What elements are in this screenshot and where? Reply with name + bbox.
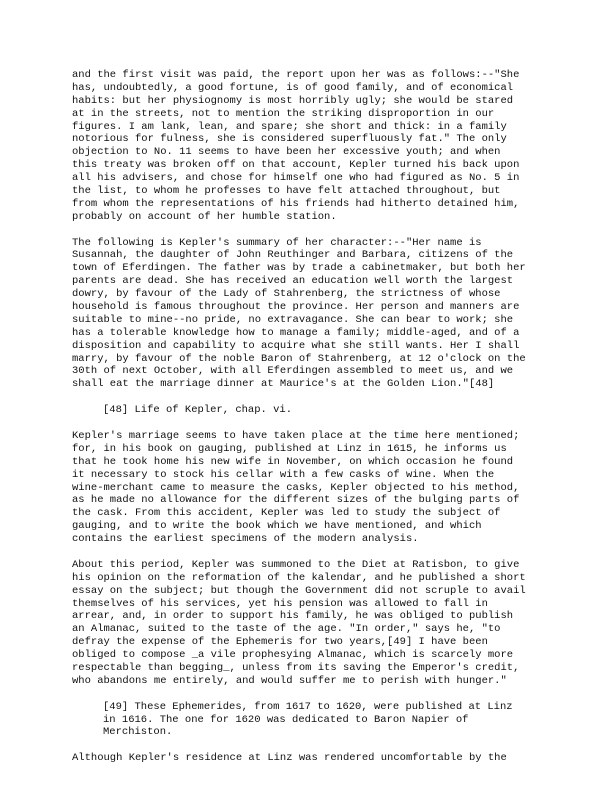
paragraph bbox=[72, 237, 572, 392]
text-line: the list, to whom he professes to have felt attached throughout, but bbox=[72, 185, 501, 198]
text-line: notorious for fulness, she is considered superfluously fat." The only bbox=[72, 133, 507, 146]
text-line: [48] Life of Kepler, chap. vi. bbox=[103, 404, 293, 417]
text-line: the cask. From this accident, Kepler was led to study the subject of bbox=[72, 507, 501, 520]
text-line: for, in his book on gauging, published at Linz in 1615, he informs us bbox=[72, 442, 507, 455]
text-line: arrear, and, in order to support his family, he was obliged to publish bbox=[72, 610, 514, 623]
paragraph bbox=[72, 752, 572, 765]
text-line: an Almanac, suited to the taste of the age. "In order," says he, "to bbox=[72, 623, 501, 636]
text-line: wine-merchant came to measure the casks, Kepler objected to his method, bbox=[72, 481, 520, 494]
text-line: his opinion on the reformation of the kalendar, and he published a short bbox=[72, 571, 526, 584]
document-page bbox=[72, 69, 572, 778]
text-line: has a tolerable knowledge how to manage a family; middle-aged, and of a bbox=[72, 326, 520, 339]
text-line: household is famous throughout the province. Her person and manners are bbox=[72, 301, 520, 314]
text-line: Kepler's marriage seems to have taken place at the time here mentioned; bbox=[72, 429, 520, 442]
paragraph bbox=[72, 69, 572, 224]
text-line: has, undoubtedly, a good fortune, is of good family, and of economical bbox=[72, 81, 514, 94]
text-line: Susannah, the daughter of John Reuthinger and Barbara, citizens of the bbox=[72, 249, 514, 262]
text-line: in 1616. The one for 1620 was dedicated to Baron Napier of bbox=[103, 713, 469, 726]
paragraph bbox=[72, 559, 572, 688]
text-line: at in the streets, not to mention the striking disproportion in our bbox=[72, 107, 495, 120]
text-line: parents are dead. She has received an education well worth the largest bbox=[72, 275, 514, 288]
text-line: suitable to mine--no pride, no extravagance. She can bear to work; she bbox=[72, 313, 514, 326]
text-line: [49] These Ephemerides, from 1617 to 1620, were published at Linz bbox=[103, 700, 513, 713]
text-line: and the first visit was paid, the report upon her was as follows:--"She bbox=[72, 69, 520, 81]
text-line: as he made no allowance for the different sizes of the bulging parts of bbox=[72, 494, 520, 507]
text-line: Although Kepler's residence at Linz was rendered uncomfortable by the bbox=[72, 752, 507, 765]
text-line: dowry, by favour of the Lady of Stahrenberg, the strictness of whose bbox=[72, 288, 501, 301]
footnote bbox=[72, 404, 572, 417]
text-line: probably on account of her humble station. bbox=[72, 210, 337, 223]
text-line: it necessary to stock his cellar with a few casks of wine. When the bbox=[72, 468, 495, 481]
text-line: 30th of next October, with all Eferdingen assembled to meet us, and we bbox=[72, 365, 514, 378]
text-line: from whom the representations of his friends had hitherto detained him, bbox=[72, 197, 520, 210]
text-line: habits: but her physiognomy is most horribly ugly; she would be stared bbox=[72, 94, 514, 107]
text-line: town of Eferdingen. The father was by trade a cabinetmaker, but both her bbox=[72, 262, 526, 275]
text-line: all his advisers, and chose for himself one who had figured as No. 5 in bbox=[72, 172, 520, 185]
text-line: gauging, and to write the book which we have mentioned, and which bbox=[72, 520, 482, 533]
text-line: Merchiston. bbox=[103, 726, 173, 739]
text-line: objection to No. 11 seems to have been her excessive youth; and when bbox=[72, 146, 501, 159]
text-line: contains the earliest specimens of the modern analysis. bbox=[72, 533, 419, 546]
text-line: figures. I am lank, lean, and spare; she short and thick: in a family bbox=[72, 120, 507, 133]
text-line: essay on the subject; but though the Government did not scruple to avail bbox=[72, 584, 526, 597]
text-line: shall eat the marriage dinner at Maurice's at the Golden Lion."[48] bbox=[72, 378, 495, 391]
text-line: this treaty was broken off on that account, Kepler turned his back upon bbox=[72, 159, 520, 172]
text-line: defray the expense of the Ephemeris for two years,[49] I have been bbox=[72, 636, 488, 649]
text-line: disposition and capability to acquire what she still wants. Her I shall bbox=[72, 339, 520, 352]
footnote bbox=[72, 701, 572, 740]
text-line: About this period, Kepler was summoned to the Diet at Ratisbon, to give bbox=[72, 558, 520, 571]
text-line: that he took home his new wife in November, on which occasion he found bbox=[72, 455, 514, 468]
text-line: The following is Kepler's summary of her character:--"Her name is bbox=[72, 236, 482, 249]
text-line: obliged to compose _a vile prophesying Almanac, which is scarcely more bbox=[72, 649, 514, 662]
text-line: marry, by favour of the noble Baron of Stahrenberg, at 12 o'clock on the bbox=[72, 352, 526, 365]
text-line: themselves of his services, yet his pension was allowed to fall in bbox=[72, 597, 488, 610]
text-line: respectable than begging_, unless from its saving the Emperor's credit, bbox=[72, 661, 520, 674]
paragraph bbox=[72, 430, 572, 546]
text-line: who abandons me entirely, and would suffer me to perish with hunger." bbox=[72, 674, 507, 687]
